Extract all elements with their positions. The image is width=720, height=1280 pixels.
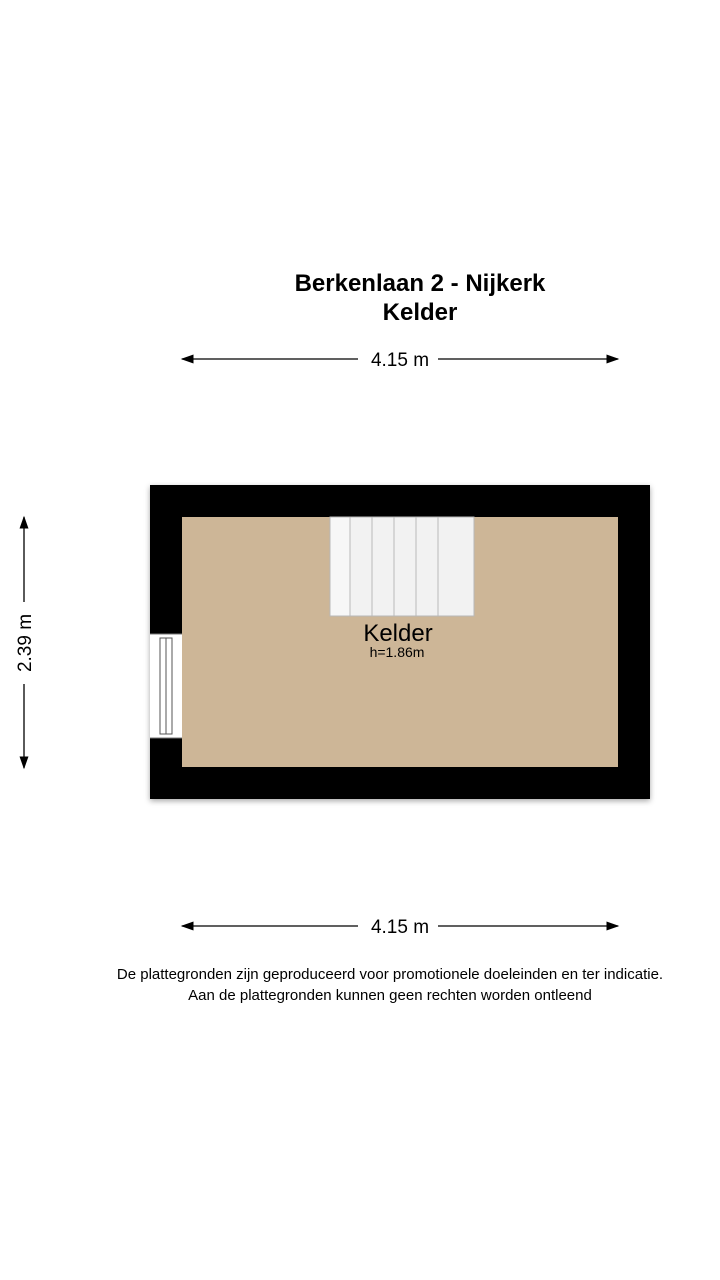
floorplan-address-title: Berkenlaan 2 - Nijkerk: [294, 270, 546, 297]
window: [150, 634, 182, 738]
floorplan-floor-title: Kelder: [382, 299, 458, 326]
bottom-dimension-line: [182, 917, 618, 938]
left-dimension-label: 2.39 m: [15, 613, 36, 673]
left-dimension-line: [15, 517, 36, 768]
top-dimension-label: 4.15 m: [370, 350, 430, 371]
disclaimer-line-1: De plattegronden zijn geproduceerd voor promotionele doeleinden en ter indicatie.: [116, 966, 664, 983]
room-name-label: Kelder: [363, 620, 433, 647]
top-dimension-line: [182, 350, 618, 371]
room-height-label: h=1.86m: [369, 644, 425, 660]
bottom-dimension-label: 4.15 m: [370, 917, 430, 938]
stairs: [330, 517, 474, 616]
disclaimer-line-2: Aan de plattegronden kunnen geen rechten worden ontleend: [188, 987, 592, 1004]
